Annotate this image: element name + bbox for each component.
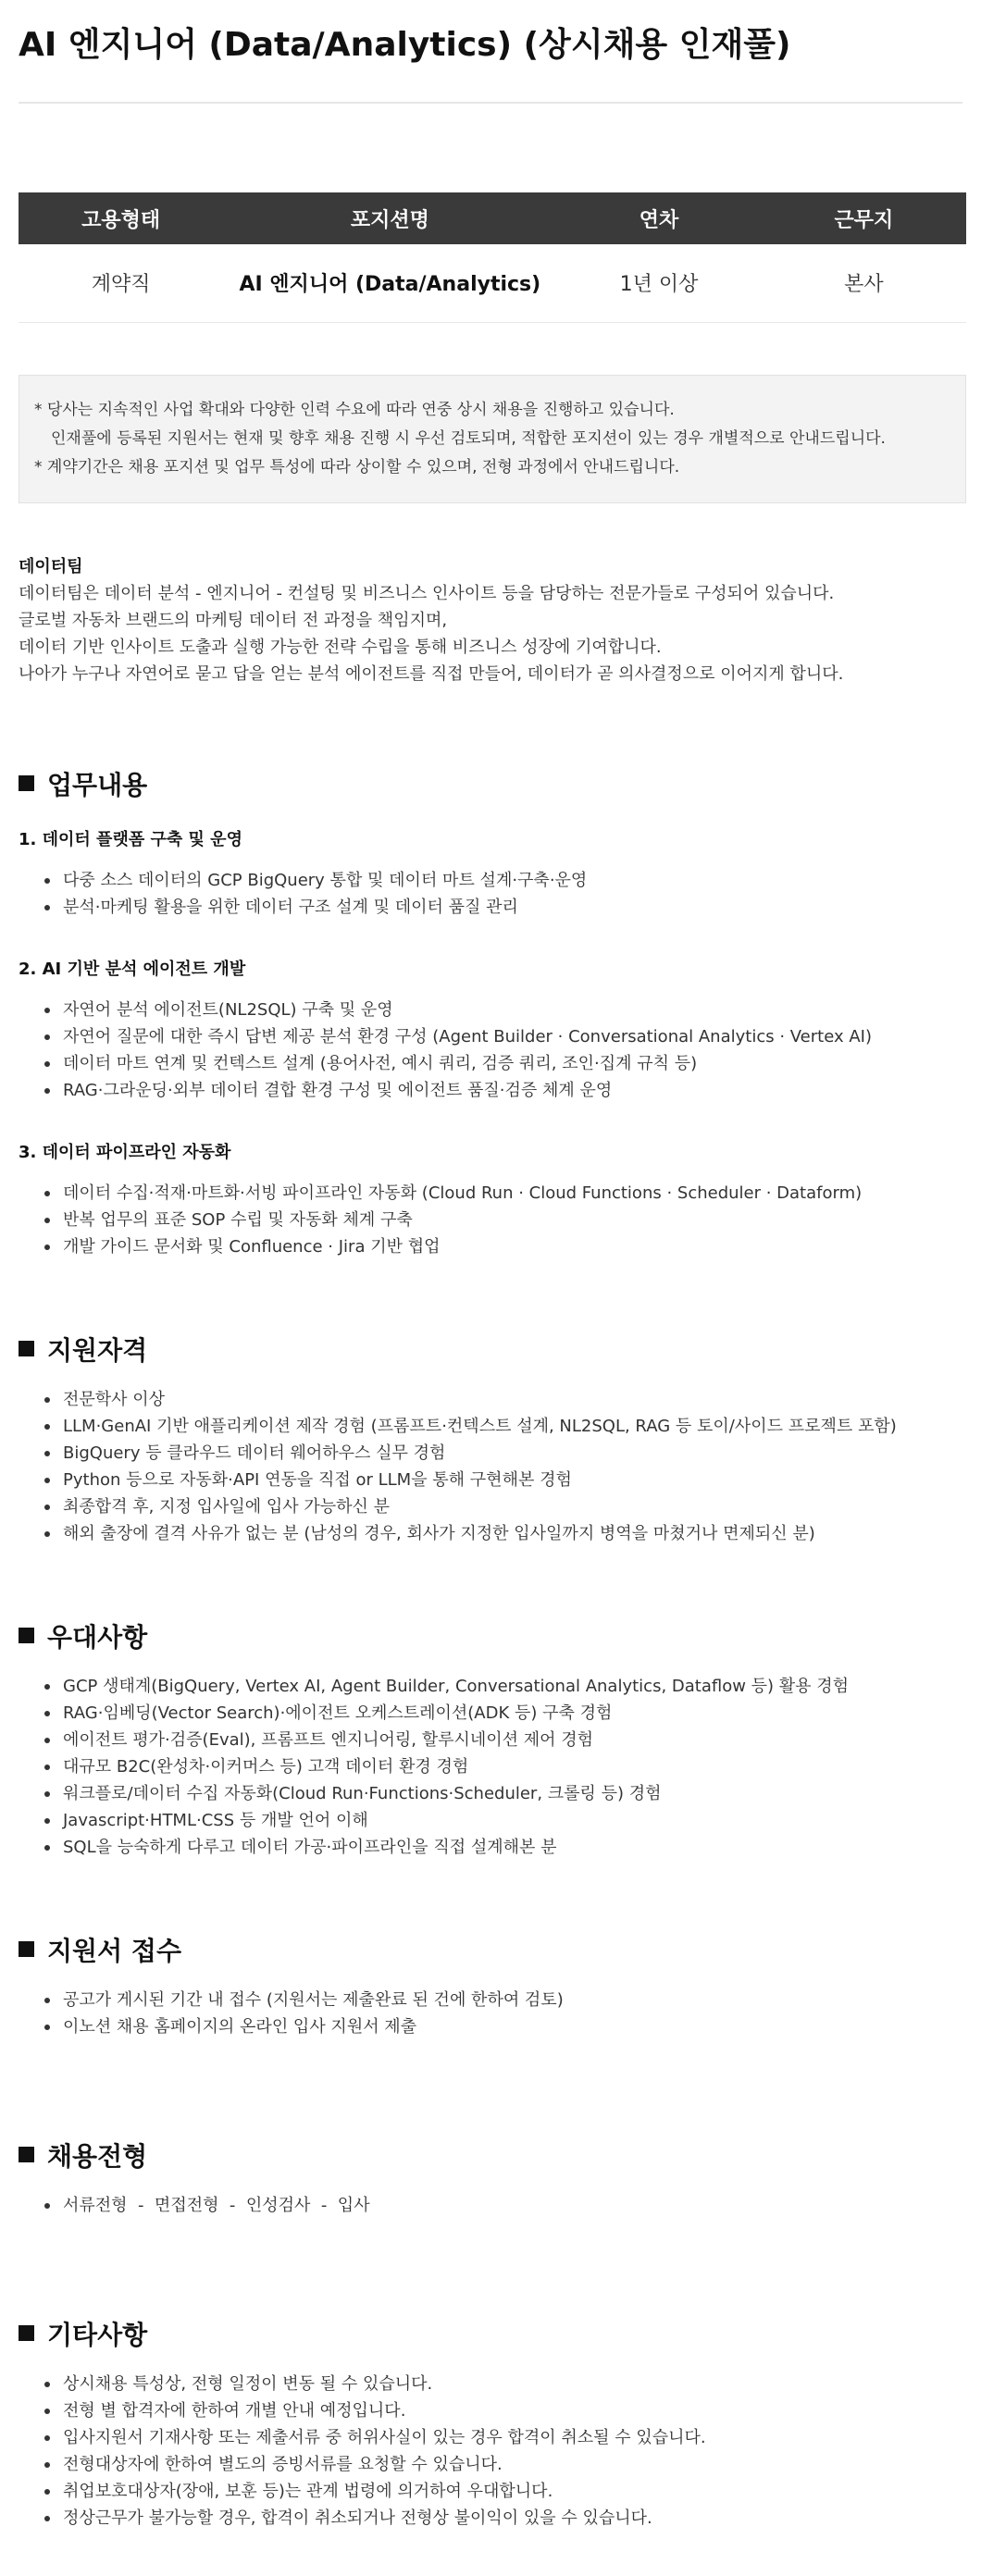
- table-header-row: [19, 192, 966, 244]
- list-item: 전문학사 이상: [44, 1386, 962, 1413]
- header-location: 근무지: [762, 192, 966, 244]
- qualification-list: [19, 1386, 962, 1547]
- list-item: 정상근무가 불가능할 경우, 합격이 취소되거나 전형상 불이익이 있을 수 있습니다.: [44, 2505, 962, 2532]
- section-heading-label: 우대사항: [47, 1621, 148, 1653]
- list-item: 분석·마케팅 활용을 위한 데이터 구조 설계 및 데이터 품질 관리: [44, 894, 962, 921]
- list-item: BigQuery 등 클라우드 데이터 웨어하우스 실무 경험: [44, 1440, 962, 1467]
- section-heading-label: 지원자격: [47, 1334, 148, 1366]
- application-list: [19, 1987, 962, 2040]
- section-heading: [19, 1617, 962, 1654]
- etc-section: [19, 2315, 962, 2532]
- section-heading: [19, 1331, 962, 1368]
- list-item: 서류전형 - 면접전형 - 인성검사 - 입사: [44, 2192, 962, 2219]
- list-item: 워크플로/데이터 수집 자동화(Cloud Run·Functions·Scheduler, 크롤링 등) 경험: [44, 1780, 962, 1807]
- list-item: GCP 생태계(BigQuery, Vertex AI, Agent Builder, Conversational Analytics, Dataflow 등) 활용 경험: [44, 1673, 962, 1700]
- etc-list: [19, 2371, 962, 2532]
- square-bullet-icon: [19, 775, 34, 791]
- team-line: 나아가 누구나 자연어로 묻고 답을 얻는 분석 에이전트를 직접 만들어, 데이터가 곧 의사결정으로 이어지게 합니다.: [19, 663, 844, 684]
- cell-location: 본사: [762, 244, 966, 322]
- list-item: 개발 가이드 문서화 및 Confluence · Jira 기반 협업: [44, 1233, 962, 1260]
- cell-employment-type: 계약직: [19, 244, 223, 322]
- section-heading-label: 기타사항: [47, 2319, 148, 2350]
- list-item: 데이터 수집·적재·마트화·서빙 파이프라인 자동화 (Cloud Run · Cloud Functions · Scheduler · Dataform): [44, 1180, 962, 1207]
- duty-group-title: 3. 데이터 파이프라인 자동화: [19, 1142, 231, 1162]
- duty-list: [19, 997, 962, 1104]
- list-item: 공고가 게시된 기간 내 접수 (지원서는 제출완료 된 건에 한하여 검토): [44, 1987, 962, 2013]
- duty-group-title: 1. 데이터 플랫폼 구축 및 운영: [19, 829, 242, 849]
- team-line: 글로벌 자동차 브랜드의 마케팅 데이터 전 과정을 책임지며,: [19, 610, 448, 630]
- team-intro: [19, 553, 962, 687]
- square-bullet-icon: [19, 2325, 34, 2341]
- section-heading-label: 지원서 접수: [47, 1935, 181, 1966]
- header-experience: 연차: [556, 192, 761, 244]
- position-table: [19, 192, 966, 323]
- notice-box: [19, 375, 966, 503]
- list-item: 최종합격 후, 지정 입사일에 입사 가능하신 분: [44, 1493, 962, 1520]
- list-item: SQL을 능숙하게 다루고 데이터 가공·파이프라인을 직접 설계해본 분: [44, 1834, 962, 1861]
- table-row: [19, 244, 966, 322]
- team-title: 데이터팀: [19, 556, 83, 576]
- square-bullet-icon: [19, 2147, 34, 2162]
- section-heading-label: 채용전형: [47, 2140, 148, 2172]
- list-item: 대규모 B2C(완성차·이커머스 등) 고객 데이터 환경 경험: [44, 1753, 962, 1780]
- team-line: 데이터팀은 데이터 분석 - 엔지니어 - 컨설팅 및 비즈니스 인사이트 등을 담당하는 전문가들로 구성되어 있습니다.: [19, 583, 835, 603]
- preferred-list: [19, 1673, 962, 1861]
- section-heading: [19, 765, 962, 802]
- header-position: 포지션명: [223, 192, 556, 244]
- square-bullet-icon: [19, 1941, 34, 1957]
- list-item: 상시채용 특성상, 전형 일정이 변동 될 수 있습니다.: [44, 2371, 962, 2397]
- header-employment-type: 고용형태: [19, 192, 223, 244]
- list-item: RAG·임베딩(Vector Search)·에이전트 오케스트레이션(ADK 등) 구축 경험: [44, 1700, 962, 1727]
- list-item: 해외 출장에 결격 사유가 없는 분 (남성의 경우, 회사가 지정한 입사일까지 병역을 마쳤거나 면제되신 분): [44, 1520, 962, 1547]
- square-bullet-icon: [19, 1341, 34, 1356]
- list-item: 반복 업무의 표준 SOP 수립 및 자동화 체계 구축: [44, 1207, 962, 1233]
- team-line: 데이터 기반 인사이트 도출과 실행 가능한 전략 수립을 통해 비즈니스 성장에 기여합니다.: [19, 637, 662, 657]
- square-bullet-icon: [19, 1628, 34, 1643]
- duty-list: [19, 1180, 962, 1260]
- section-heading: [19, 1931, 962, 1968]
- cell-experience: 1년 이상: [556, 244, 761, 322]
- section-heading-label: 업무내용: [47, 769, 148, 800]
- list-item: 자연어 분석 에이전트(NL2SQL) 구축 및 운영: [44, 997, 962, 1023]
- list-item: Javascript·HTML·CSS 등 개발 언어 이해: [44, 1807, 962, 1834]
- list-item: 전형대상자에 한하여 별도의 증빙서류를 요청할 수 있습니다.: [44, 2451, 962, 2478]
- page-title: AI 엔지니어 (Data/Analytics) (상시채용 인재풀): [19, 0, 962, 104]
- list-item: 에이전트 평가·검증(Eval), 프롬프트 엔지니어링, 할루시네이션 제어 경험: [44, 1727, 962, 1753]
- duties-section: [19, 765, 962, 1260]
- notice-line: * 계약기간은 채용 포지션 및 업무 특성에 따라 상이할 수 있으며, 전형 과정에서 안내드립니다.: [34, 457, 680, 477]
- cell-position: AI 엔지니어 (Data/Analytics): [223, 244, 556, 322]
- section-heading: [19, 2315, 962, 2352]
- preferred-section: [19, 1617, 962, 1861]
- list-item: Python 등으로 자동화·API 연동을 직접 or LLM을 통해 구현해본 경험: [44, 1467, 962, 1493]
- list-item: 다중 소스 데이터의 GCP BigQuery 통합 및 데이터 마트 설계·구축·운영: [44, 867, 962, 894]
- duty-group-title: 2. AI 기반 분석 에이전트 개발: [19, 959, 246, 979]
- list-item: RAG·그라운딩·외부 데이터 결합 환경 구성 및 에이전트 품질·검증 체계 운영: [44, 1077, 962, 1104]
- list-item: 취업보호대상자(장애, 보훈 등)는 관계 법령에 의거하여 우대합니다.: [44, 2478, 962, 2505]
- application-section: [19, 1931, 962, 2040]
- list-item: 전형 별 합격자에 한하여 개별 안내 예정입니다.: [44, 2397, 962, 2424]
- list-item: 입사지원서 기재사항 또는 제출서류 중 허위사실이 있는 경우 합격이 취소될 수 있습니다.: [44, 2424, 962, 2451]
- list-item: LLM·GenAI 기반 애플리케이션 제작 경험 (프롬프트·컨텍스트 설계, NL2SQL, RAG 등 토이/사이드 프로젝트 포함): [44, 1413, 962, 1440]
- notice-line: 인재풀에 등록된 지원서는 현재 및 향후 채용 진행 시 우선 검토되며, 적합한 포지션이 있는 경우 개별적으로 안내드립니다.: [51, 428, 886, 448]
- process-list: [19, 2192, 962, 2219]
- notice-line: * 당사는 지속적인 사업 확대와 다양한 인력 수요에 따라 연중 상시 채용을 진행하고 있습니다.: [34, 400, 675, 419]
- duty-list: [19, 867, 962, 921]
- list-item: 이노션 채용 홈페이지의 온라인 입사 지원서 제출: [44, 2013, 962, 2040]
- section-heading: [19, 2136, 962, 2174]
- list-item: 자연어 질문에 대한 즉시 답변 제공 분석 환경 구성 (Agent Builder · Conversational Analytics · Vertex AI): [44, 1023, 962, 1050]
- process-section: [19, 2136, 962, 2219]
- list-item: 데이터 마트 연계 및 컨텍스트 설계 (용어사전, 예시 쿼리, 검증 쿼리, 조인·집계 규칙 등): [44, 1050, 962, 1077]
- qualifications-section: [19, 1331, 962, 1547]
